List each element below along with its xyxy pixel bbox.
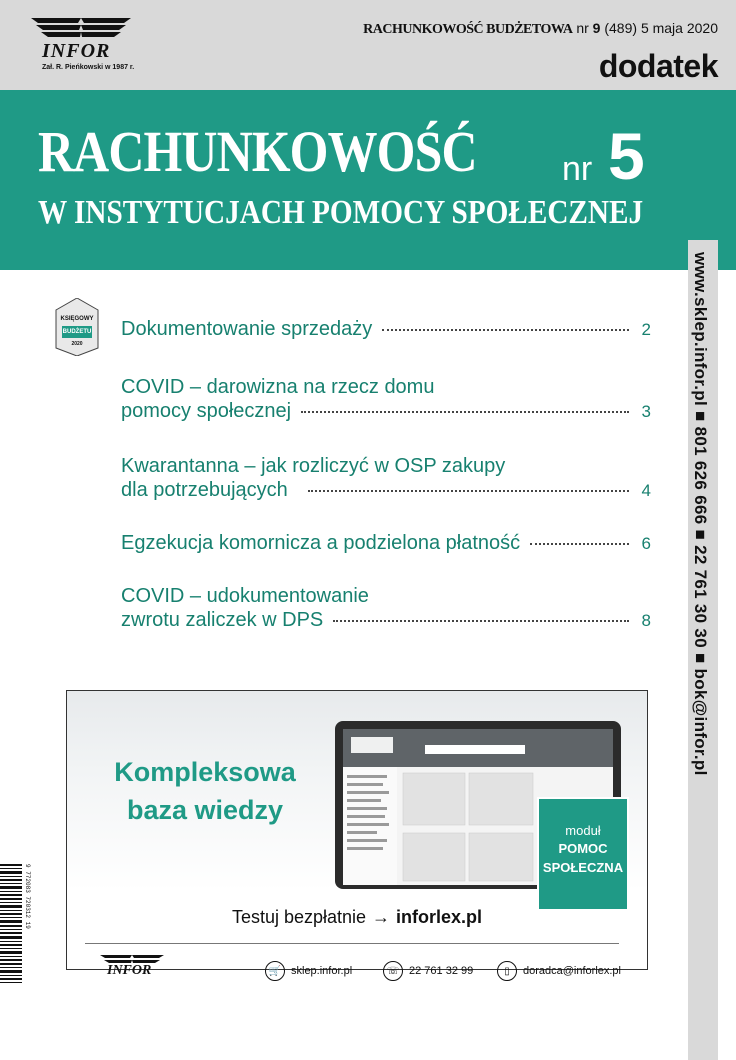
phone-icon: ☏ [383,961,403,981]
inforlex-advertisement[interactable] [66,690,648,978]
sidebar-contacts [690,252,716,812]
toc-item-title[interactable]: Kwarantanna – jak rozliczyć w OSP zakupy [121,455,506,477]
modul-label: moduł [565,823,601,838]
toc-item[interactable] [121,532,651,555]
issue-info [363,20,718,38]
supplement-label: dodatek [598,48,718,84]
ad-divider [85,943,619,944]
toc-leader-dots [333,620,629,622]
contact-text[interactable]: doradca@inforlex.pl [523,965,621,977]
eagle-wings-icon [26,14,136,42]
contact-text[interactable]: sklep.infor.pl [291,965,353,977]
logo-text: INFOR [42,40,111,62]
toc-item-title-cont[interactable]: zwrotu zaliczek w DPS [121,609,324,631]
modul-name-2: SPOŁECZNA [542,860,624,875]
badge-year: 2020 [71,341,83,347]
toc-leader-dots [301,411,629,413]
issue-date: 5 maja 2020 [640,20,718,36]
contact-phone[interactable] [383,961,473,981]
modul-pomoc-spoleczna [537,797,629,911]
toc-leader-dots [382,329,629,331]
barcode [0,864,30,994]
ad-headline-line-1: Kompleksowa [114,757,296,787]
logo-subtitle: Zał. R. Pieńkowski w 1987 r. [42,64,135,71]
badge-line-2: BUDŻETU [62,329,92,335]
ad-headline [85,753,325,829]
toc-item-title[interactable]: Dokumentowanie sprzedaży [121,318,373,340]
contact-text[interactable]: 22 761 32 99 [409,965,474,977]
ksiegowy-budzetu-badge [54,298,100,356]
toc-item-title[interactable]: COVID – udokumentowanie [121,585,369,607]
barcode-number: 9 772083 720312 19 [24,864,31,929]
title-nr-value: 5 [608,119,645,193]
title-nr-label: nr [562,150,593,188]
toc-leader-dots [530,543,629,545]
badge-line-1: KSIĘGOWY [60,316,94,322]
ad-headline-line-2: baza wiedzy [126,795,284,825]
toc-item[interactable] [121,453,651,502]
sidebar-contact-text: www.sklep.infor.pl ■ 801 626 666 ■ 22 761 30 30 ■ bok@infor.pl [691,252,710,776]
toc-item-title-cont[interactable]: pomocy społecznej [121,400,292,422]
toc-leader-dots [308,490,629,492]
toc-item-title[interactable]: Egzekucja komornicza a podzielona płatność [121,532,521,554]
arrow-right-icon: → [372,907,391,927]
ad-cta[interactable] [67,907,647,928]
infor-logo[interactable] [26,14,146,74]
toc-item-title[interactable]: COVID – darowizna na rzecz domu [121,376,435,398]
title-line-1: RACHUNKOWOŚĆ [38,119,477,184]
toc-item-page: 8 [641,611,651,630]
publication-name: RACHUNKOWOŚĆ BUDŻETOWA [363,22,573,37]
title-line-2: W INSTYTUCJACH POMOCY SPOŁECZNEJ [38,194,644,231]
inforlex-link[interactable]: inforlex.pl [396,907,483,927]
ad-infor-logo [97,953,197,993]
ad-logo-text: INFOR [107,963,152,978]
toc-item-title-cont[interactable]: dla potrzebujących [121,479,288,501]
mobile-icon: ▯ [497,961,517,981]
contact-email[interactable] [497,961,621,981]
issue-nr: 9 [592,20,601,36]
toc-item[interactable] [121,583,651,632]
cta-text: Testuj bezpłatnie [231,907,367,927]
toc-item[interactable] [121,374,651,423]
contact-shop[interactable] [265,961,352,981]
toc-item[interactable] [121,318,651,340]
table-of-contents [121,318,651,632]
cart-icon: 🛒 [265,961,285,981]
toc-item-page: 2 [641,320,651,339]
issue-number: (489) [604,20,638,36]
issue-nr-label: nr [576,20,589,36]
toc-item-page: 4 [641,481,651,500]
modul-name-1: POMOC [558,841,608,856]
toc-item-page: 3 [641,402,651,421]
toc-item-page: 6 [641,534,651,553]
